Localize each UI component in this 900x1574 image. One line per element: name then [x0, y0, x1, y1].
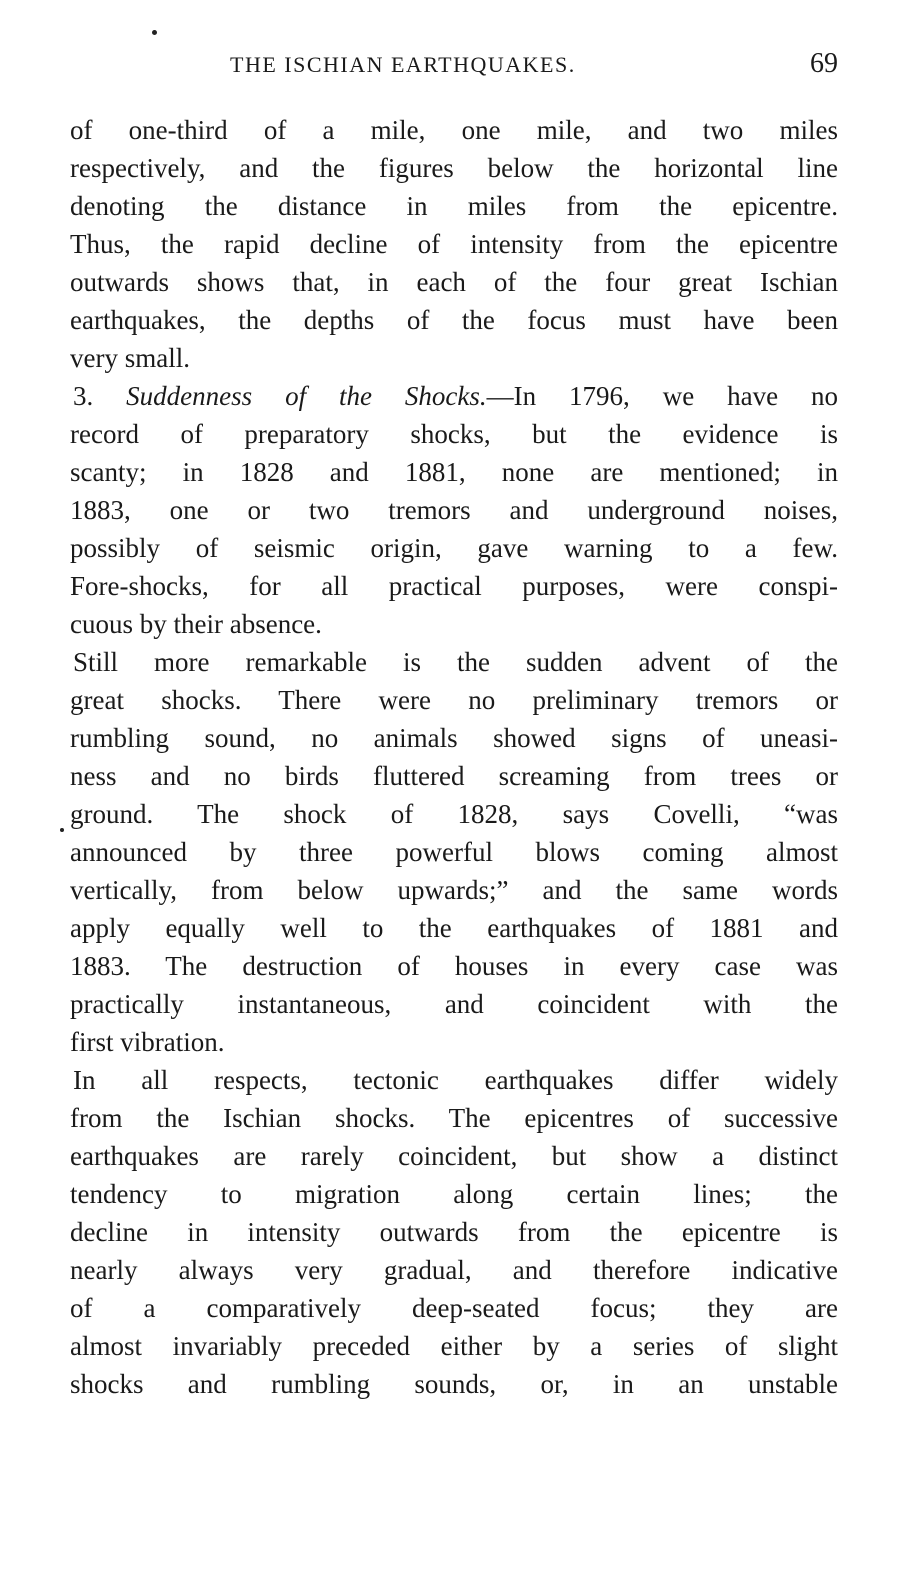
section-text: —In 1796, we have no [486, 381, 838, 411]
text-line: of a comparatively deep-seated focus; they are [70, 1293, 838, 1323]
text-line: earthquakes are rarely coincident, but show a distinct [70, 1141, 838, 1171]
text-line: announced by three powerful blows coming almost [70, 837, 838, 867]
text-line: decline in intensity outwards from the epicentre is [70, 1217, 838, 1247]
text-line: apply equally well to the earthquakes of 1881 and [70, 913, 838, 943]
text-line: respectively, and the figures below the horizontal line [70, 153, 838, 183]
page-header [70, 48, 838, 88]
text-line: Thus, the rapid decline of intensity from the epicentre [70, 229, 838, 259]
section-title: Suddenness of the Shocks. [126, 381, 487, 411]
text-line: almost invariably preceded either by a series of slight [70, 1331, 838, 1361]
text-line: In all respects, tectonic earthquakes differ widely [73, 1065, 838, 1095]
section-heading-line [70, 377, 838, 415]
text-line: ground. The shock of 1828, says Covelli, “was [70, 799, 838, 829]
page-number: 69 [810, 48, 838, 79]
text-line: tendency to migration along certain lines; the [70, 1179, 838, 1209]
text-line: scanty; in 1828 and 1881, none are mentioned; in [70, 457, 838, 487]
text-line: first vibration. [70, 1027, 225, 1057]
text-line: cuous by their absence. [70, 609, 322, 639]
text-line: from the Ischian shocks. The epicentres of successive [70, 1103, 838, 1133]
text-line: 1883, one or two tremors and underground noises, [70, 495, 838, 525]
text-line: 1883. The destruction of houses in every case was [70, 951, 838, 981]
body-text [70, 111, 838, 1403]
text-line: possibly of seismic origin, gave warning to a few. [70, 533, 838, 563]
scan-speck [152, 30, 157, 35]
text-line: nearly always very gradual, and therefore indicative [70, 1255, 838, 1285]
text-line: Fore-shocks, for all practical purposes, were conspi- [70, 571, 838, 601]
text-line: shocks and rumbling sounds, or, in an unstable [70, 1369, 838, 1399]
text-line: ness and no birds fluttered screaming from trees or [70, 761, 838, 791]
text-line: great shocks. There were no preliminary tremors or [70, 685, 838, 715]
text-line: vertically, from below upwards;” and the same words [70, 875, 838, 905]
text-line: record of preparatory shocks, but the evidence is [70, 419, 838, 449]
text-line: earthquakes, the depths of the focus must have been [70, 305, 838, 335]
text-line: practically instantaneous, and coincident with the [70, 989, 838, 1019]
text-line: denoting the distance in miles from the epicentre. [70, 191, 838, 221]
section-number: 3. [73, 381, 127, 411]
text-line: very small. [70, 343, 190, 373]
running-title: THE ISCHIAN EARTHQUAKES. [230, 52, 576, 77]
scan-speck [60, 828, 64, 832]
text-line: Still more remarkable is the sudden advent of the [73, 647, 838, 677]
text-line: rumbling sound, no animals showed signs of uneasi- [70, 723, 838, 753]
text-line: outwards shows that, in each of the four great Ischian [70, 267, 838, 297]
text-line: of one-third of a mile, one mile, and two miles [70, 115, 838, 145]
